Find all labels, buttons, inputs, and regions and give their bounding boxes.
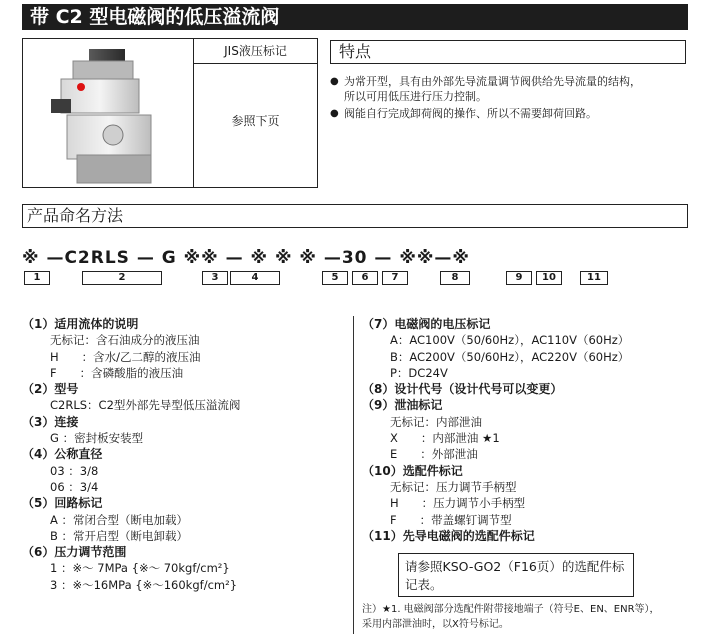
spec-heading: （5）回路标记 [22,496,103,511]
code-box-2: 2 [82,271,162,285]
spec-column-left [22,316,240,593]
spec-line: X ：内部泄油 ★1 [390,431,500,446]
jis-body: 参照下页 [231,114,280,128]
column-divider [353,316,354,634]
spec-line: F ：带盖螺钉调节型 [390,512,512,527]
features-heading: 特点 [330,40,686,64]
spec-heading: （4）公称直径 [22,447,103,462]
reference-box: 请参照KSO-GO2（F16页）的选配件标记表。 [398,553,634,597]
spec-line: H ：含水/乙二醇的液压油 [50,349,201,364]
spec-line: E ：外部泄油 [390,447,478,462]
spec-line: G ：密封板安装型 [50,431,144,446]
spec-line: A ：常闭合型（断电加载） [50,512,189,527]
spec-line: 03 ：3/8 [50,463,99,478]
jis-symbol-panel [194,38,318,188]
spec-heading: （10）选配件标记 [362,463,463,478]
code-box-10: 10 [536,271,562,285]
model-code: ※ —C2RLS — G ※※ — ※ ※ ※ —30 — ※※—※ [22,248,470,268]
spec-line: 无标记：含石油成分的液压油 [50,333,200,348]
spec-heading: （9）泄油标记 [362,398,443,413]
code-box-1: 1 [24,271,50,285]
page-title: 带 C2 型电磁阀的低压溢流阀 [22,4,688,30]
valve-illustration [23,39,193,187]
jis-header: JIS液压标记 [194,39,317,64]
naming-heading: 产品命名方法 [22,204,688,228]
spec-line: B：AC200V（50/60Hz），AC220V（60Hz） [390,349,630,364]
spec-line: 1 ：※～ 7MPa {※～ 70kgf/cm²} [50,561,230,576]
code-box-11: 11 [580,271,608,285]
footnote: 注）★1. 电磁阀部分选配件附带接地端子（符号E、EN、ENR等）， 采用内部泄油时，以X符号标记。 [362,604,660,630]
product-image [22,38,194,188]
spec-line: 无标记：压力调节手柄型 [390,479,517,494]
spec-line: 3 ：※～16MPa {※～160kgf/cm²} [50,577,238,592]
spec-heading: （2）型号 [22,382,79,397]
code-box-3: 3 [202,271,228,285]
features-list [330,74,686,123]
spec-line: B ：常开启型（断电卸载） [50,528,189,543]
spec-heading: （7）电磁阀的电压标记 [362,317,491,331]
code-box-5: 5 [322,271,348,285]
code-box-9: 9 [506,271,532,285]
code-box-6: 6 [352,271,378,285]
spec-line: P：DC24V [390,365,448,380]
spec-heading: （3）连接 [22,414,79,429]
spec-line: C2RLS：C2型外部先导型低压溢流阀 [50,398,241,413]
feature-item: ● 为常开型，具有由外部先导流量调节阀供给先导流量的结构， 所以可用低压进行压力控制。 [330,74,686,104]
spec-heading: （6）压力调节范围 [22,545,127,560]
spec-line: 06 ：3/4 [50,479,99,494]
spec-line: 无标记：内部泄油 [390,414,482,429]
spec-heading: （11）先导电磁阀的选配件标记 [362,528,535,543]
spec-heading: （8）设计代号（设计代号可以变更） [362,382,563,397]
spec-column-right [362,316,629,544]
code-box-4: 4 [230,271,280,285]
code-box-7: 7 [382,271,408,285]
spec-line: A：AC100V（50/60Hz），AC110V（60Hz） [390,333,630,348]
spec-line: F ：含磷酸脂的液压油 [50,365,184,380]
spec-line: H ：压力调节小手柄型 [390,496,526,511]
spec-heading: （1）适用流体的说明 [22,317,139,331]
feature-item: ● 阀能自行完成卸荷阀的操作、所以不需要卸荷回路。 [330,106,686,121]
code-box-8: 8 [440,271,470,285]
